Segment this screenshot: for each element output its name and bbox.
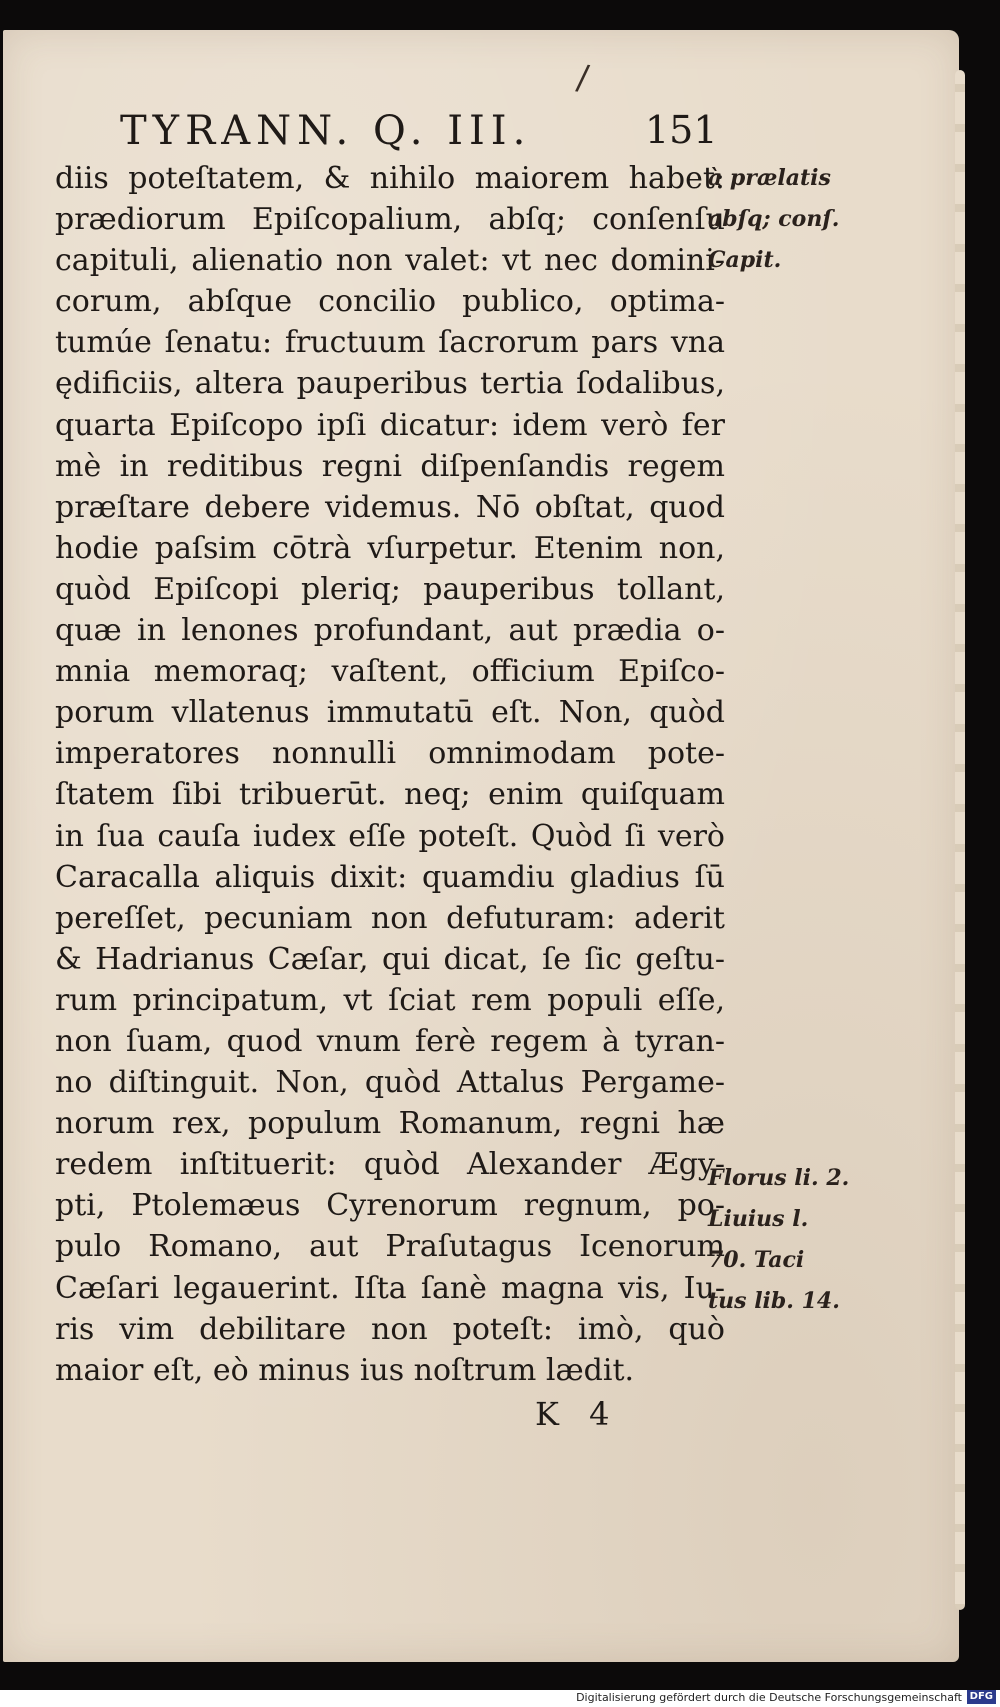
text-line: quarta Epiſcopo ipſi dicatur: idem verò fer — [55, 407, 725, 443]
margin-note-line: tus lib. 14. — [708, 1288, 840, 1314]
text-line: pti, Ptolemæus Cyrenorum regnum, po- — [55, 1188, 725, 1224]
text-line: rum principatum, vt ſciat rem populi eſſe, — [55, 982, 725, 1018]
text-line: mnia memoraq; vaſtent, officium Epiſco- — [55, 654, 725, 690]
text-line: imperatores nonnulli omnimodam pote- — [55, 736, 725, 772]
text-line: norum rex, populum Romanum, regni hæ — [55, 1106, 725, 1142]
text-line: ędificiis, altera pauperibus tertia ſodalibus, — [55, 366, 725, 402]
text-line: Caracalla aliquis dixit: quamdiu gladius ſū — [55, 859, 725, 895]
text-line: redem inſtituerit: quòd Alexander Ægy- — [55, 1147, 725, 1183]
page-number: 151 — [645, 108, 718, 152]
text-line: non ſuam, quod vnum ferè regem à tyran- — [55, 1023, 725, 1059]
text-line: ſtatem ſibi tribuerūt. neq; enim quiſquam — [55, 777, 725, 813]
text-line: corum, abſque concilio publico, optima- — [55, 284, 725, 320]
text-line: præſtare debere videmus. Nō obſtat, quod — [55, 489, 725, 525]
text-line: & Hadrianus Cæſar, qui dicat, ſe ſic geſtu- — [55, 941, 725, 977]
dfg-logo: DFG — [967, 1690, 996, 1704]
text-line: pereſſet, pecuniam non defuturam: aderit — [55, 900, 725, 936]
text-line: Cæſari legauerint. Iſta ſanè magna vis, Iu- — [55, 1270, 725, 1306]
running-head-title: TYRANN. Q. III. — [120, 108, 532, 154]
body-text — [55, 158, 725, 1391]
text-line: quòd Epiſcopi pleriq; pauperibus tollant, — [55, 571, 725, 607]
running-head — [120, 100, 718, 160]
margin-note-line: 70. Taci — [708, 1247, 805, 1273]
text-line: pulo Romano, aut Praſutagus Icenorum — [55, 1229, 725, 1265]
text-line: capituli, alienatio non valet: vt nec domini- — [55, 243, 725, 279]
margin-note-line: Capit. — [708, 247, 782, 273]
text-line: mè in reditibus regni diſpenſandis regem — [55, 448, 725, 484]
margin-note-sources — [708, 1158, 908, 1322]
margin-note-line: abſq; conſ. — [708, 206, 840, 232]
funding-credit: Digitalisierung gefördert durch die Deutsche Forschungsgemeinschaft — [576, 1691, 962, 1704]
text-line: porum vllatenus immutatū eſt. Non, quòd — [55, 695, 725, 731]
margin-note-line: à prælatis — [708, 165, 831, 191]
text-line: ris vim debilitare non poteſt: imò, quò — [55, 1311, 725, 1347]
text-line: quæ in lenones profundant, aut prædia o- — [55, 613, 725, 649]
text-line: diis poteſtatem, & nihilo maiorem habet: — [55, 161, 725, 196]
margin-note-prelatis — [708, 158, 908, 281]
manuscript-mark: / — [574, 57, 592, 99]
text-line: in ſua cauſa iudex eſſe poteſt. Quòd ſi verò — [55, 818, 725, 854]
text-line: maior eſt, eò minus ius noſtrum lædit. — [55, 1352, 635, 1388]
torn-page-edge — [955, 70, 965, 1610]
text-line: tumúe ſenatu: fructuum ſacrorum pars vna — [55, 325, 725, 361]
text-line: prædiorum Epiſcopalium, abſq; conſenſu — [55, 202, 725, 238]
text-line: hodie paſsim cōtrà vſurpetur. Etenim non, — [55, 530, 725, 566]
signature-mark: K 4 — [535, 1395, 620, 1433]
margin-note-line: Florus li. 2. — [708, 1165, 850, 1191]
margin-note-line: Liuius l. — [708, 1206, 809, 1232]
text-line: no diſtinguit. Non, quòd Attalus Pergame- — [55, 1065, 725, 1101]
